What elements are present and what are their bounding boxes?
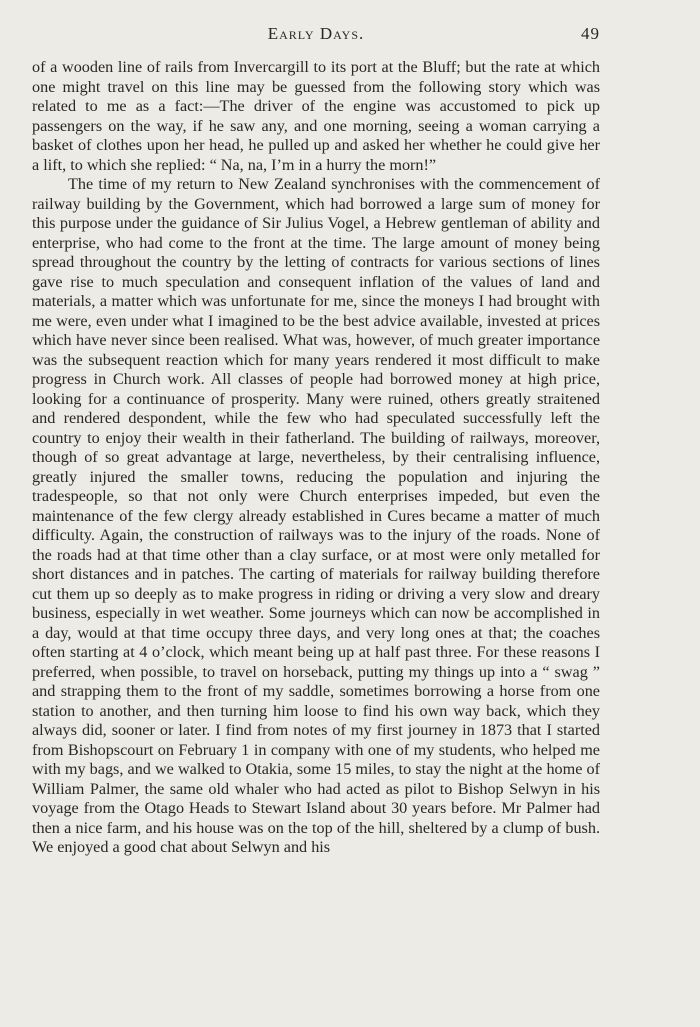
paragraph-continued: of a wooden line of rails from Invercargill to its port at the Bluff; but the rate at which one might travel on this line may be guessed from the following story which was related to me as a fact:—The driver of the engine was accustomed to pick up passengers on the way, if he saw any, and one morning, seeing a woman carrying a basket of clothes upon her head, he pulled up and asked her whether he could give her a lift, to which she replied: “ Na, na, I’m in a hurry the morn!” [32,58,600,174]
body-text [32,58,600,858]
running-title: Early Days. [267,24,365,43]
running-head [32,24,600,48]
paragraph-railway-building: The time of my return to New Zealand synchronises with the commencement of railway building by the Government, which had borrowed a large sum of money for this purpose under the guidance of Sir Julius Vogel, a Hebrew gentleman of ability and enterprise, who had come to the front at the time. The large amount of money being spread throughout the country by the letting of contracts for various sections of lines gave rise to much speculation and consequent inflation of the values of land and materials, a matter which was unfortunate for me, since the moneys I had brought with me were, even under what I imagined to be the best advice available, invested at prices which have never since been realised. What was, however, of much greater importance was the subsequent reaction which for many years rendered it most difficult to make progress in Church work. All classes of people had borrowed money at high price, looking for a continuance of prosperity. Many were ruined, others greatly straitened and rendered despondent, while the few who had speculated successfully left the country to enjoy their wealth in their fatherland. The building of railways, moreover, though of so great advantage at large, nevertheless, by their centralising influence, greatly injured the smaller towns, reducing the population and injuring the tradespeople, so that not only were Church enterprises impeded, but even the maintenance of the few clergy already established in Cures became a matter of much difficulty. Again, the construction of railways was to the injury of the roads. None of the roads had at that time other than a clay surface, or at most were only metalled for short distances and in patches. The carting of materials for railway building therefore cut them up so deeply as to make progress in riding or driving a very slow and dreary business, especially in wet weather. Some journeys which can now be accomplished in a day, would at that time occupy three days, and very long ones at that; the coaches often starting at 4 o’clock, which meant being up at half past three. For these reasons I preferred, when possible, to travel on horseback, putting my things up into a “ swag ” and strapping them to the front of my saddle, sometimes borrowing a horse from one station to another, and then turning him loose to find his own way back, which they always did, sooner or later. I find from notes of my first journey in 1873 that I started from Bishopscourt on February 1 in company with one of my students, who helped me with my bags, and we walked to Otakia, some 15 miles, to stay the night at the home of William Palmer, the same old whaler who had acted as pilot to Bishop Selwyn in his voyage from the Otago Heads to Stewart Island about 30 years before. Mr Palmer had then a nice farm, and his house was on the top of the hill, sheltered by a clump of bush. We enjoyed a good chat about Selwyn and his [32,175,600,856]
page-number: 49 [581,24,600,43]
